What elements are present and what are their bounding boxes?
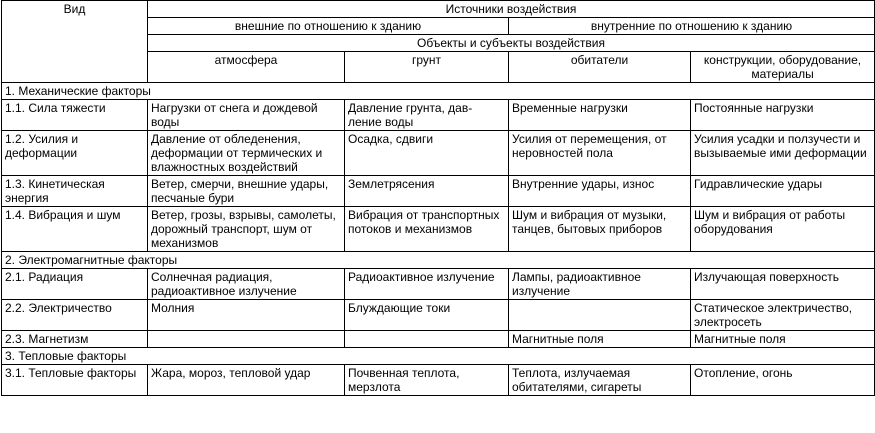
row-label: 1.3. Кинетическая энергия (2, 176, 148, 207)
section-title: 3. Тепловые факторы (2, 348, 875, 365)
header-objects: Объекты и субъекты воздействия (148, 35, 875, 52)
table-cell: Жара, мороз, тепловой удар (148, 365, 345, 396)
table-cell (345, 331, 509, 348)
table-cell: Землетрясения (345, 176, 509, 207)
header-sources: Источники воздействия (148, 1, 875, 18)
row-label: 3.1. Тепловые факторы (2, 365, 148, 396)
table-cell: Внутренние удары, износ (509, 176, 691, 207)
table-cell: Радиоактивное излучение (345, 269, 509, 300)
table-cell (509, 300, 691, 331)
header-col-inhabitants: обитатели (509, 52, 691, 83)
row-label: 1.4. Вибрация и шум (2, 207, 148, 252)
row-label: 2.3. Магнетизм (2, 331, 148, 348)
section-title: 2. Электромагнитные факторы (2, 252, 875, 269)
table-cell: Ветер, смерчи, внешние удары, песчаные бури (148, 176, 345, 207)
table-cell: Почвенная теплота, мерзлота (345, 365, 509, 396)
header-vid: Вид (2, 1, 148, 83)
table-cell: Осадка, сдвиги (345, 131, 509, 176)
row-label: 2.2. Электричество (2, 300, 148, 331)
table-cell: Излучающая поверхность (691, 269, 875, 300)
table-cell: Давление от обледенения, деформации от термических и влажностных воздействий (148, 131, 345, 176)
table-cell: Шум и вибрация от музыки, танцев, бытовых приборов (509, 207, 691, 252)
table-cell: Нагрузки от снега и дождевой воды (148, 100, 345, 131)
table-cell: Лампы, радиоактивное излучение (509, 269, 691, 300)
table-cell: Ветер, грозы, взрывы, самолеты, дорожный транспорт, шум от механизмов (148, 207, 345, 252)
row-label: 1.1. Сила тяжести (2, 100, 148, 131)
table-cell: Усилия от перемещения, от неровностей пола (509, 131, 691, 176)
header-external: внешние по отношению к зданию (148, 18, 509, 35)
factors-table (1, 0, 875, 396)
table-cell: Статическое электричество, электросеть (691, 300, 875, 331)
header-col-ground: грунт (345, 52, 509, 83)
table-cell: Блуждающие токи (345, 300, 509, 331)
row-label: 2.1. Радиация (2, 269, 148, 300)
header-internal: внутренние по отношению к зданию (509, 18, 875, 35)
section-title: 1. Механические факторы (2, 83, 875, 100)
table-cell: Теплота, излучаемая обитателями, сигареты (509, 365, 691, 396)
row-label: 1.2. Усилия и деформации (2, 131, 148, 176)
table-cell: Молния (148, 300, 345, 331)
table-cell: Магнитные поля (509, 331, 691, 348)
table-cell: Усилия усадки и ползучести и вызываемые ими деформации (691, 131, 875, 176)
table-cell (148, 331, 345, 348)
table-cell: Вибрация от транспортных потоков и механизмов (345, 207, 509, 252)
header-col-atmosphere: атмосфера (148, 52, 345, 83)
table-cell: Отопление, огонь (691, 365, 875, 396)
table-cell: Временные нагрузки (509, 100, 691, 131)
table-cell: Гидравлические удары (691, 176, 875, 207)
table-cell: Давление грунта, дав-ление воды (345, 100, 509, 131)
table-cell: Постоянные нагрузки (691, 100, 875, 131)
table-cell: Магнитные поля (691, 331, 875, 348)
table-cell: Шум и вибрация от работы оборудования (691, 207, 875, 252)
table-cell: Солнечная радиация, радиоактивное излучение (148, 269, 345, 300)
header-col-structures: конструкции, оборудование, материалы (691, 52, 875, 83)
